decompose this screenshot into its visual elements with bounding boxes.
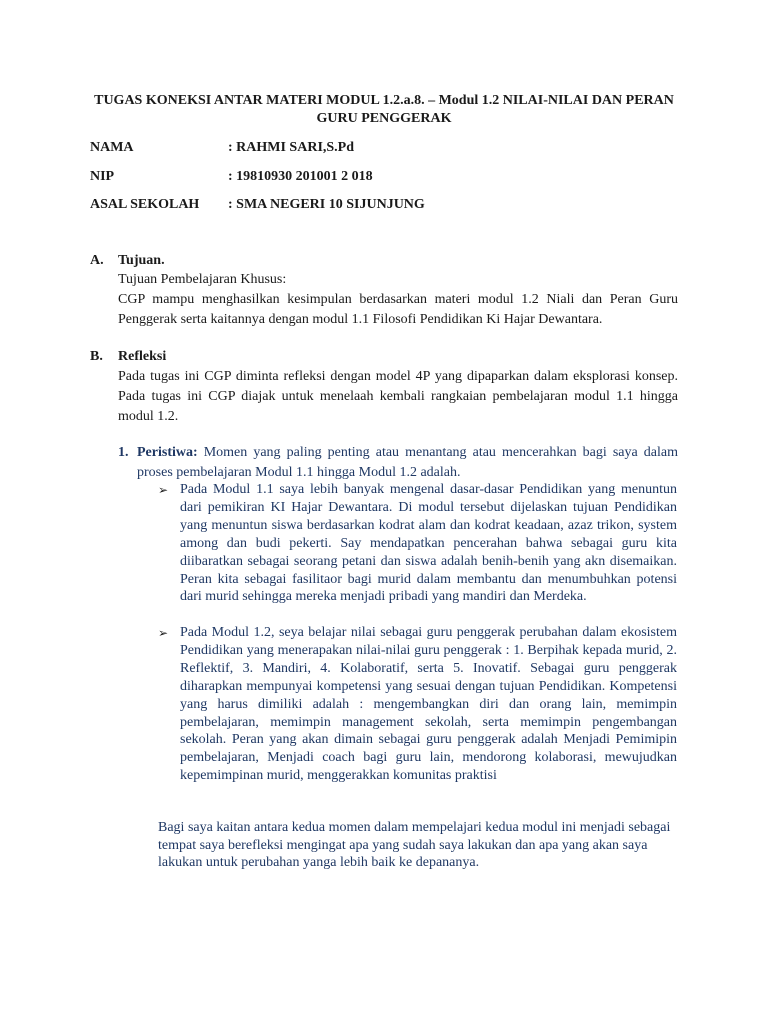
section-b-heading: Refleksi bbox=[118, 349, 167, 364]
bullet-paragraph-modul-1-1: Pada Modul 1.1 saya lebih banyak mengenal dasar-dasar Pendidikan yang menuntun dari pemikiran KI Hajar Dewantara. Di modul tersebut dijelaskan tujuan Pendidikan yang menuntun siswa berdasarkan kodrat alam dan kodrat keadaan, azaz trikon, system among dan budi pekerti. Say mendapatkan pencerahan bahwa sebagai guru kita diibaratkan sebagai seorang petani dan siswa adalah benih-benih yang akn disemaikan. Peran kita sebagai fasilitaor bagi murid dalam membantu dan menumbuhkan potensi dari murid sehingga mereka menjadi pribadi yang mandiri dan Merdeka. bbox=[180, 482, 677, 605]
item-1-text: Momen yang paling penting atau menantang atau mencerahkan bagi saya dalam proses pembelajaran Modul 1.1 hingga Modul 1.2 adalah. bbox=[137, 445, 678, 480]
info-value: : RAHMI SARI,S.Pd bbox=[228, 140, 355, 155]
item-1-marker: 1. bbox=[118, 445, 129, 460]
info-label: NIP bbox=[90, 169, 115, 184]
info-value: : SMA NEGERI 10 SIJUNJUNG bbox=[228, 197, 425, 212]
section-a-marker: A. bbox=[90, 253, 104, 268]
document-title: TUGAS KONEKSI ANTAR MATERI MODUL 1.2.a.8. – Modul 1.2 NILAI-NILAI DAN PERAN GURU PENGGERAK bbox=[94, 93, 674, 126]
section-b-text: Pada tugas ini CGP diminta refleksi dengan model 4P yang dipaparkan dalam eksplorasi konsep. Pada tugas ini CGP diajak untuk menelaah kembali rangkaian pembelajaran modul 1.1 hingga modul 1.2. bbox=[118, 369, 678, 424]
arrow-bullet-icon: ➢ bbox=[158, 626, 169, 640]
bullet-paragraph-modul-1-2: Pada Modul 1.2, seya belajar nilai sebagai guru penggerak perubahan dalam ekosistem Pendidikan yang menerapakan nilai-nilai guru penggerak : 1. Berpihak kepada murid, 2. Reflektif, 3. Mandiri, 4. Kolaboratif, serta 5. Inovatif. Sebagai guru penggerak diharapkan mempunyai kompetensi yang sesuai dengan tujuan Pendidikan. Kompetensi yang harus dimiliki adalah : mengembangkan diri dan orang lain, memimpin pembelajaran, memimpin management sekolah, serta memimpin pengembangan sekolah. Peran yang akan dimain sebagai guru penggerak adalah Menjadi Pemimipin pembelajaran, Menjadi coach bagi guru lain, mendorong kolaborasi, mewujudkan kepemimpinan murid, menggerakkan komunitas praktisi bbox=[180, 625, 677, 784]
section-a-text: CGP mampu menghasilkan kesimpulan berdasarkan materi modul 1.2 Niali dan Peran Guru Penggerak serta kaitannya dengan modul 1.1 Filosofi Pendidikan Ki Hajar Dewantara. bbox=[118, 292, 678, 327]
closing-paragraph: Bagi saya kaitan antara kedua momen dalam mempelajari kedua modul ini menjadi sebagai tempat saya berefleksi mengingat apa yang sudah saya lakukan dan apa yang akan saya lakukan untuk perubahan yanga lebih baik ke depananya. bbox=[158, 820, 671, 870]
section-a-heading: Tujuan. bbox=[118, 253, 165, 268]
item-1-paragraph bbox=[137, 443, 678, 483]
arrow-bullet-icon: ➢ bbox=[158, 483, 169, 497]
info-label: ASAL SEKOLAH bbox=[90, 197, 200, 212]
section-b-marker: B. bbox=[90, 349, 103, 364]
section-a-subheading: Tujuan Pembelajaran Khusus: bbox=[118, 272, 287, 287]
info-label: NAMA bbox=[90, 140, 134, 155]
item-1-label: Peristiwa: bbox=[137, 445, 198, 460]
info-value: : 19810930 201001 2 018 bbox=[228, 169, 373, 184]
